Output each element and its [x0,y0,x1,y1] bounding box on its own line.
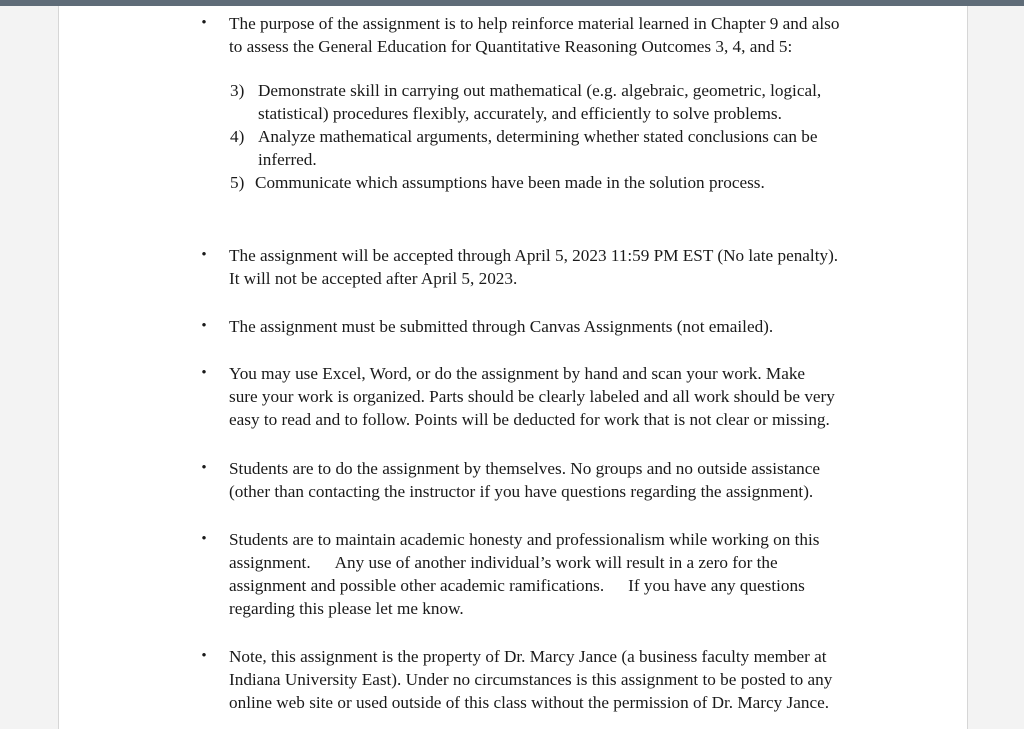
independence-line-1: Students are to do the assignment by themselves. No groups and no outside assistance [229,459,820,478]
bullet-purpose [201,12,901,58]
outcome-3-line-1: Demonstrate skill in carrying out mathematical (e.g. algebraic, geometric, logical, [258,81,822,100]
bullet-submission [201,315,901,338]
honesty-line-2b: Any use of another individual’s work will result in a zero for the [334,553,778,572]
honesty-line-3 [229,574,901,597]
bullet-icon: • [201,15,207,31]
bullet-icon: • [201,648,207,664]
honesty-line-3a: assignment and possible other academic ramifications. [229,576,605,595]
purpose-line-1: The purpose of the assignment is to help reinforce material learned in Chapter 9 and also [229,14,840,33]
outcome-4-line-1: Analyze mathematical arguments, determining whether stated conclusions can be [258,127,818,146]
tools-line-3: easy to read and to follow. Points will be deducted for work that is not clear or missing. [229,410,830,429]
bullet-icon: • [201,247,207,263]
deadline-line-2: It will not be accepted after April 5, 2023. [229,269,518,288]
independence-line-2: (other than contacting the instructor if you have questions regarding the assignment). [229,482,814,501]
tools-line-2: sure your work is organized. Parts should be clearly labeled and all work should be very [229,387,835,406]
bullet-note [201,645,901,714]
bullet-tools [201,362,901,431]
honesty-line-3b: If you have any questions [628,576,805,595]
outcome-4-line-2: inferred. [258,150,317,169]
bullet-deadline [201,244,901,290]
bullet-icon: • [201,531,207,547]
document-page [58,6,968,729]
submission-line-1: The assignment must be submitted through Canvas Assignments (not emailed). [229,317,774,336]
note-line-2: Indiana University East). Under no circumstances is this assignment to be posted to any [229,670,833,689]
outcome-item-3 [230,79,900,125]
purpose-line-2: to assess the General Education for Quantitative Reasoning Outcomes 3, 4, and 5: [229,37,793,56]
outcome-number: 5) [230,173,245,192]
outcome-5-line-1: Communicate which assumptions have been made in the solution process. [255,173,765,192]
outcome-number: 4) [230,127,245,146]
honesty-line-4: regarding this please let me know. [229,599,464,618]
outcome-item-4 [230,125,900,171]
outcomes-list [230,79,900,194]
outcome-item-5 [230,171,900,194]
deadline-line-1: The assignment will be accepted through April 5, 2023 11:59 PM EST (No late penalty). [229,246,839,265]
honesty-line-2a: assignment. [229,553,311,572]
bullet-icon: • [201,460,207,476]
bullet-independence [201,457,901,503]
note-line-1: Note, this assignment is the property of Dr. Marcy Jance (a business faculty member at [229,647,827,666]
outcome-number: 3) [230,81,245,100]
bullet-honesty [201,528,901,620]
outcome-3-line-2: statistical) procedures flexibly, accurately, and efficiently to solve problems. [258,104,782,123]
honesty-line-1: Students are to maintain academic honesty and professionalism while working on this [229,530,820,549]
bullet-icon: • [201,365,207,381]
honesty-line-2 [229,551,901,574]
tools-line-1: You may use Excel, Word, or do the assignment by hand and scan your work. Make [229,364,806,383]
bullet-icon: • [201,318,207,334]
note-line-3: online web site or used outside of this class without the permission of Dr. Marcy Jance. [229,693,830,712]
